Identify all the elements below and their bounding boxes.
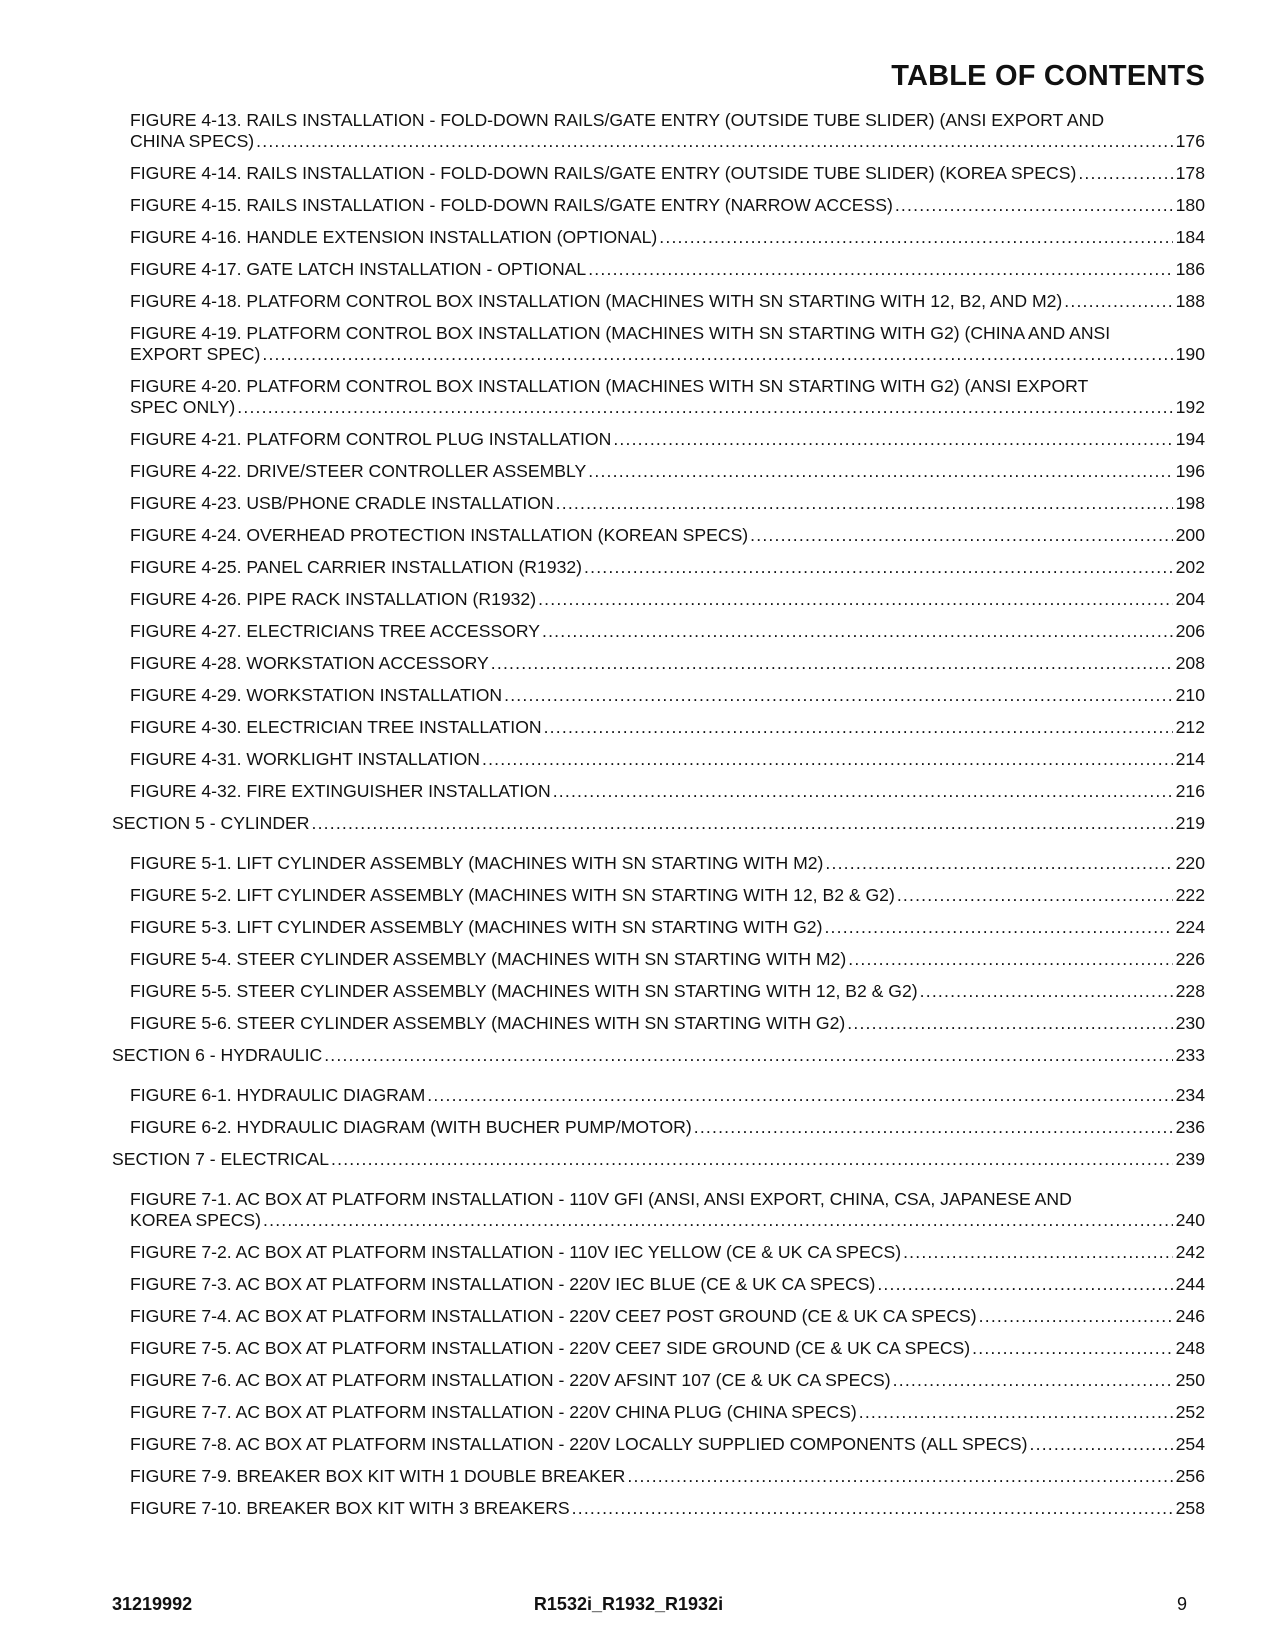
toc-figure-entry[interactable] bbox=[130, 493, 1205, 514]
toc-figure-entry[interactable] bbox=[130, 227, 1205, 248]
toc-figure-entry[interactable] bbox=[130, 1274, 1205, 1295]
entry-page-number: 198 bbox=[1175, 493, 1205, 513]
dot-leader bbox=[895, 195, 1173, 216]
toc-figure-entry[interactable] bbox=[130, 1338, 1205, 1359]
entry-title: FIGURE 4-23. USB/PHONE CRADLE INSTALLATION bbox=[130, 493, 554, 513]
entry-title: FIGURE 4-28. WORKSTATION ACCESSORY bbox=[130, 653, 489, 673]
entry-page-number: 210 bbox=[1175, 685, 1205, 705]
dot-leader bbox=[750, 525, 1172, 546]
dot-leader bbox=[237, 397, 1172, 418]
entry-title: FIGURE 6-1. HYDRAULIC DIAGRAM bbox=[130, 1085, 426, 1105]
entry-title: FIGURE 4-29. WORKSTATION INSTALLATION bbox=[130, 685, 503, 705]
entry-page-number: 258 bbox=[1175, 1498, 1205, 1518]
toc-figure-entry[interactable] bbox=[130, 1370, 1205, 1391]
entry-page-number: 252 bbox=[1175, 1402, 1205, 1422]
entry-page-number: 226 bbox=[1175, 949, 1205, 969]
toc-figure-entry[interactable] bbox=[130, 1013, 1205, 1034]
entry-title: FIGURE 5-4. STEER CYLINDER ASSEMBLY (MACHINES WITH SN STARTING WITH M2) bbox=[130, 949, 847, 969]
entry-title: SECTION 7 - ELECTRICAL bbox=[112, 1149, 330, 1169]
toc-figure-entry[interactable] bbox=[130, 1189, 1205, 1231]
entry-page-number: 233 bbox=[1175, 1045, 1205, 1065]
page-number: 9 bbox=[1176, 1594, 1187, 1614]
entry-title-line1: FIGURE 4-19. PLATFORM CONTROL BOX INSTALLATION (MACHINES WITH SN STARTING WITH G2) (CHINA AND ANSI bbox=[130, 323, 1111, 343]
entry-title: SPEC ONLY) bbox=[130, 397, 236, 417]
document-number: 31219992 bbox=[112, 1594, 193, 1614]
entry-page-number: 244 bbox=[1175, 1274, 1205, 1294]
entry-title: FIGURE 7-10. BREAKER BOX KIT WITH 3 BREAKERS bbox=[130, 1498, 570, 1518]
entry-title: FIGURE 4-26. PIPE RACK INSTALLATION (R1932) bbox=[130, 589, 537, 609]
entry-page-number: 178 bbox=[1175, 163, 1205, 183]
dot-leader bbox=[847, 1013, 1172, 1034]
page-title: TABLE OF CONTENTS bbox=[891, 60, 1205, 92]
dot-leader bbox=[324, 1045, 1172, 1066]
entry-page-number: 242 bbox=[1175, 1242, 1205, 1262]
dot-leader bbox=[588, 461, 1172, 482]
dot-leader bbox=[920, 981, 1173, 1002]
toc-figure-entry[interactable] bbox=[130, 1306, 1205, 1327]
entry-title: FIGURE 7-4. AC BOX AT PLATFORM INSTALLATION - 220V CEE7 POST GROUND (CE & UK CA SPECS) bbox=[130, 1306, 977, 1326]
dot-leader bbox=[553, 781, 1173, 802]
dot-leader bbox=[504, 685, 1173, 706]
dot-leader bbox=[979, 1306, 1173, 1327]
dot-leader bbox=[627, 1466, 1172, 1487]
toc-section-entry[interactable] bbox=[112, 1045, 1205, 1066]
entry-page-number: 239 bbox=[1175, 1149, 1205, 1169]
entry-title: FIGURE 4-31. WORKLIGHT INSTALLATION bbox=[130, 749, 480, 769]
entry-page-number: 214 bbox=[1175, 749, 1205, 769]
entry-page-number: 228 bbox=[1175, 981, 1205, 1001]
entry-title-line1: FIGURE 7-1. AC BOX AT PLATFORM INSTALLATION - 110V GFI (ANSI, ANSI EXPORT, CHINA, CSA, JAPANESE AND bbox=[130, 1189, 1072, 1209]
entry-page-number: 204 bbox=[1175, 589, 1205, 609]
entry-title: FIGURE 5-5. STEER CYLINDER ASSEMBLY (MACHINES WITH SN STARTING WITH 12, B2 & G2) bbox=[130, 981, 918, 1001]
dot-leader bbox=[877, 1274, 1172, 1295]
entry-page-number: 186 bbox=[1175, 259, 1205, 279]
entry-title: FIGURE 5-2. LIFT CYLINDER ASSEMBLY (MACHINES WITH SN STARTING WITH 12, B2 & G2) bbox=[130, 885, 895, 905]
toc-figure-entry[interactable] bbox=[130, 323, 1205, 365]
dot-leader bbox=[538, 589, 1173, 610]
entry-title: FIGURE 4-22. DRIVE/STEER CONTROLLER ASSEMBLY bbox=[130, 461, 587, 481]
entry-title: FIGURE 5-6. STEER CYLINDER ASSEMBLY (MACHINES WITH SN STARTING WITH G2) bbox=[130, 1013, 846, 1033]
dot-leader bbox=[848, 949, 1172, 970]
entry-page-number: 236 bbox=[1175, 1117, 1205, 1137]
toc-figure-entry[interactable] bbox=[130, 1466, 1205, 1487]
toc-figure-entry[interactable] bbox=[130, 981, 1205, 1002]
entry-title: FIGURE 4-18. PLATFORM CONTROL BOX INSTALLATION (MACHINES WITH SN STARTING WITH 12, B2, AND M2) bbox=[130, 291, 1063, 311]
toc-figure-entry[interactable] bbox=[130, 259, 1205, 280]
entry-title: FIGURE 7-5. AC BOX AT PLATFORM INSTALLATION - 220V CEE7 SIDE GROUND (CE & UK CA SPECS) bbox=[130, 1338, 971, 1358]
toc-figure-entry[interactable] bbox=[130, 949, 1205, 970]
toc-figure-entry[interactable] bbox=[130, 461, 1205, 482]
entry-title: FIGURE 4-15. RAILS INSTALLATION - FOLD-DOWN RAILS/GATE ENTRY (NARROW ACCESS) bbox=[130, 195, 893, 215]
dot-leader bbox=[972, 1338, 1173, 1359]
toc-figure-entry[interactable] bbox=[130, 853, 1205, 874]
toc-figure-entry[interactable] bbox=[130, 291, 1205, 312]
entry-page-number: 224 bbox=[1175, 917, 1205, 937]
dot-leader bbox=[903, 1242, 1173, 1263]
toc-figure-entry[interactable] bbox=[130, 589, 1205, 610]
entry-title-line1: FIGURE 4-13. RAILS INSTALLATION - FOLD-DOWN RAILS/GATE ENTRY (OUTSIDE TUBE SLIDER) (ANSI EXPORT AND bbox=[130, 110, 1105, 130]
toc-figure-entry[interactable] bbox=[130, 749, 1205, 770]
entry-page-number: 246 bbox=[1175, 1306, 1205, 1326]
toc-figure-entry[interactable] bbox=[130, 1085, 1205, 1106]
entry-title: FIGURE 7-8. AC BOX AT PLATFORM INSTALLATION - 220V LOCALLY SUPPLIED COMPONENTS (ALL SPECS) bbox=[130, 1434, 1028, 1454]
entry-title: FIGURE 4-32. FIRE EXTINGUISHER INSTALLATION bbox=[130, 781, 551, 801]
toc-figure-entry[interactable] bbox=[130, 376, 1205, 418]
dot-leader bbox=[1078, 163, 1172, 184]
dot-leader bbox=[1030, 1434, 1173, 1455]
toc-list bbox=[0, 110, 1275, 1530]
entry-title: FIGURE 5-3. LIFT CYLINDER ASSEMBLY (MACHINES WITH SN STARTING WITH G2) bbox=[130, 917, 823, 937]
entry-page-number: 190 bbox=[1175, 344, 1205, 364]
entry-page-number: 222 bbox=[1175, 885, 1205, 905]
toc-section-entry[interactable] bbox=[112, 813, 1205, 834]
toc-figure-entry[interactable] bbox=[130, 525, 1205, 546]
entry-page-number: 184 bbox=[1175, 227, 1205, 247]
dot-leader bbox=[263, 1210, 1173, 1231]
entry-page-number: 219 bbox=[1175, 813, 1205, 833]
entry-page-number: 176 bbox=[1175, 131, 1205, 151]
dot-leader bbox=[613, 429, 1172, 450]
toc-figure-entry[interactable] bbox=[130, 163, 1205, 184]
dot-leader bbox=[825, 853, 1172, 874]
dot-leader bbox=[588, 259, 1172, 280]
dot-leader bbox=[542, 621, 1173, 642]
dot-leader bbox=[572, 1498, 1173, 1519]
entry-title: FIGURE 6-2. HYDRAULIC DIAGRAM (WITH BUCHER PUMP/MOTOR) bbox=[130, 1117, 692, 1137]
toc-section-entry[interactable] bbox=[112, 1149, 1205, 1170]
toc-figure-entry[interactable] bbox=[130, 557, 1205, 578]
entry-page-number: 212 bbox=[1175, 717, 1205, 737]
entry-title: FIGURE 7-9. BREAKER BOX KIT WITH 1 DOUBLE BREAKER bbox=[130, 1466, 626, 1486]
entry-title: FIGURE 4-24. OVERHEAD PROTECTION INSTALLATION (KOREAN SPECS) bbox=[130, 525, 749, 545]
entry-page-number: 208 bbox=[1175, 653, 1205, 673]
dot-leader bbox=[859, 1402, 1173, 1423]
dot-leader bbox=[1064, 291, 1172, 312]
entry-title: EXPORT SPEC) bbox=[130, 344, 261, 364]
dot-leader bbox=[694, 1117, 1173, 1138]
dot-leader bbox=[482, 749, 1173, 770]
entry-page-number: 206 bbox=[1175, 621, 1205, 641]
dot-leader bbox=[256, 131, 1172, 152]
toc-figure-entry[interactable] bbox=[130, 781, 1205, 802]
entry-title: CHINA SPECS) bbox=[130, 131, 255, 151]
model-names: R1532i_R1932_R1932i bbox=[533, 1594, 724, 1614]
entry-page-number: 180 bbox=[1175, 195, 1205, 215]
dot-leader bbox=[544, 717, 1173, 738]
entry-page-number: 254 bbox=[1175, 1434, 1205, 1454]
toc-figure-entry[interactable] bbox=[130, 1498, 1205, 1519]
entry-title: FIGURE 4-25. PANEL CARRIER INSTALLATION (R1932) bbox=[130, 557, 583, 577]
dot-leader bbox=[893, 1370, 1173, 1391]
toc-figure-entry[interactable] bbox=[130, 917, 1205, 938]
toc-figure-entry[interactable] bbox=[130, 195, 1205, 216]
toc-figure-entry[interactable] bbox=[130, 621, 1205, 642]
toc-figure-entry[interactable] bbox=[130, 1402, 1205, 1423]
dot-leader bbox=[897, 885, 1173, 906]
entry-title: FIGURE 5-1. LIFT CYLINDER ASSEMBLY (MACHINES WITH SN STARTING WITH M2) bbox=[130, 853, 824, 873]
entry-title: FIGURE 4-17. GATE LATCH INSTALLATION - OPTIONAL bbox=[130, 259, 587, 279]
entry-title: SECTION 6 - HYDRAULIC bbox=[112, 1045, 323, 1065]
toc-figure-entry[interactable] bbox=[130, 110, 1205, 152]
toc-figure-entry[interactable] bbox=[130, 1117, 1205, 1138]
dot-leader bbox=[659, 227, 1172, 248]
entry-title: FIGURE 4-14. RAILS INSTALLATION - FOLD-DOWN RAILS/GATE ENTRY (OUTSIDE TUBE SLIDER) (KOREA SPECS) bbox=[130, 163, 1077, 183]
dot-leader bbox=[262, 344, 1172, 365]
entry-title: FIGURE 7-3. AC BOX AT PLATFORM INSTALLATION - 220V IEC BLUE (CE & UK CA SPECS) bbox=[130, 1274, 876, 1294]
dot-leader bbox=[427, 1085, 1172, 1106]
entry-title: FIGURE 4-21. PLATFORM CONTROL PLUG INSTALLATION bbox=[130, 429, 612, 449]
entry-page-number: 250 bbox=[1175, 1370, 1205, 1390]
dot-leader bbox=[331, 1149, 1173, 1170]
toc-figure-entry[interactable] bbox=[130, 429, 1205, 450]
entry-page-number: 220 bbox=[1175, 853, 1205, 873]
entry-page-number: 256 bbox=[1175, 1466, 1205, 1486]
entry-page-number: 240 bbox=[1175, 1210, 1205, 1230]
entry-title: FIGURE 4-27. ELECTRICIANS TREE ACCESSORY bbox=[130, 621, 540, 641]
toc-figure-entry[interactable] bbox=[130, 1242, 1205, 1263]
entry-title: FIGURE 7-6. AC BOX AT PLATFORM INSTALLATION - 220V AFSINT 107 (CE & UK CA SPECS) bbox=[130, 1370, 891, 1390]
entry-page-number: 192 bbox=[1175, 397, 1205, 417]
toc-figure-entry[interactable] bbox=[130, 685, 1205, 706]
toc-figure-entry[interactable] bbox=[130, 1434, 1205, 1455]
entry-title-line1: FIGURE 4-20. PLATFORM CONTROL BOX INSTALLATION (MACHINES WITH SN STARTING WITH G2) (ANSI EXPORT bbox=[130, 376, 1089, 396]
dot-leader bbox=[824, 917, 1172, 938]
toc-figure-entry[interactable] bbox=[130, 885, 1205, 906]
dot-leader bbox=[311, 813, 1172, 834]
dot-leader bbox=[584, 557, 1173, 578]
entry-page-number: 202 bbox=[1175, 557, 1205, 577]
entry-title: FIGURE 7-7. AC BOX AT PLATFORM INSTALLATION - 220V CHINA PLUG (CHINA SPECS) bbox=[130, 1402, 857, 1422]
entry-page-number: 234 bbox=[1175, 1085, 1205, 1105]
dot-leader bbox=[556, 493, 1173, 514]
toc-figure-entry[interactable] bbox=[130, 653, 1205, 674]
entry-title: FIGURE 4-16. HANDLE EXTENSION INSTALLATION (OPTIONAL) bbox=[130, 227, 658, 247]
entry-page-number: 196 bbox=[1175, 461, 1205, 481]
entry-title: FIGURE 7-2. AC BOX AT PLATFORM INSTALLATION - 110V IEC YELLOW (CE & UK CA SPECS) bbox=[130, 1242, 902, 1262]
entry-page-number: 216 bbox=[1175, 781, 1205, 801]
entry-title: FIGURE 4-30. ELECTRICIAN TREE INSTALLATION bbox=[130, 717, 542, 737]
toc-figure-entry[interactable] bbox=[130, 717, 1205, 738]
entry-title: SECTION 5 - CYLINDER bbox=[112, 813, 310, 833]
dot-leader bbox=[491, 653, 1173, 674]
entry-page-number: 188 bbox=[1175, 291, 1205, 311]
entry-title: KOREA SPECS) bbox=[130, 1210, 262, 1230]
entry-page-number: 248 bbox=[1175, 1338, 1205, 1358]
entry-page-number: 200 bbox=[1175, 525, 1205, 545]
entry-page-number: 230 bbox=[1175, 1013, 1205, 1033]
entry-page-number: 194 bbox=[1175, 429, 1205, 449]
